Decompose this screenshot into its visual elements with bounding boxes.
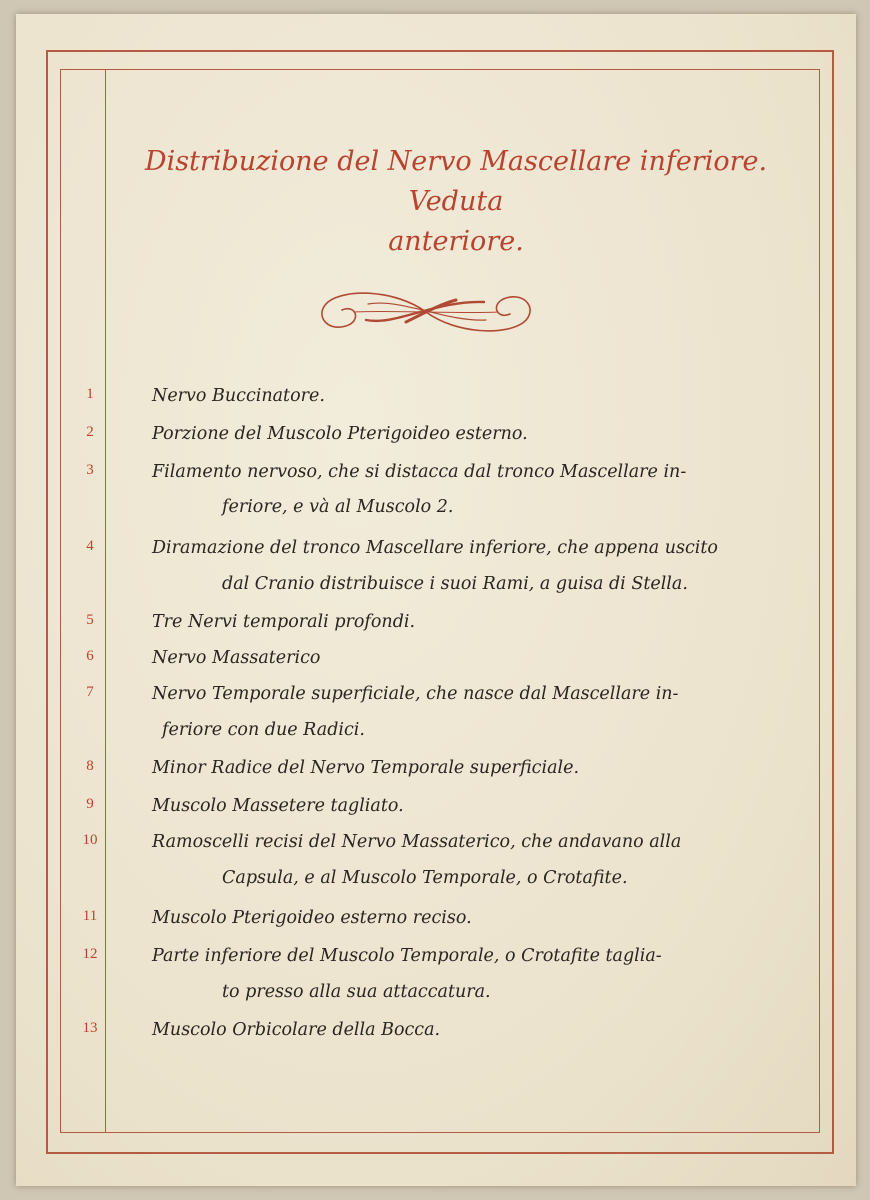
entry-text-continuation: Capsula, e al Muscolo Temporale, o Crotafite. xyxy=(222,868,628,888)
title-line-2: anteriore. xyxy=(388,226,524,257)
entry-number: 13 xyxy=(82,1020,98,1036)
entry-number: 5 xyxy=(86,612,94,628)
entry-number: 8 xyxy=(86,758,94,774)
entry-text: Parte inferiore del Muscolo Temporale, o Crotafite taglia- xyxy=(152,946,662,966)
entry-number: 11 xyxy=(82,908,98,924)
entry-number: 6 xyxy=(86,648,94,664)
entry-text: Minor Radice del Nervo Temporale superficiale. xyxy=(152,758,580,778)
entry-number: 2 xyxy=(86,424,94,440)
entry-text: Nervo Massaterico xyxy=(152,648,321,668)
title-line-1: Distribuzione del Nervo Mascellare inferiore. Veduta xyxy=(144,146,768,217)
entry-text: Muscolo Orbicolare della Bocca. xyxy=(152,1020,441,1040)
entry-number: 12 xyxy=(82,946,98,962)
entry-text-continuation: dal Cranio distribuisce i suoi Rami, a guisa di Stella. xyxy=(222,574,688,594)
entry-text: Ramoscelli recisi del Nervo Massaterico, che andavano alla xyxy=(152,832,682,852)
entry-text: Nervo Temporale superficiale, che nasce dal Mascellare in- xyxy=(152,684,679,704)
calligraphic-flourish-ornament xyxy=(306,282,546,342)
page-title xyxy=(106,142,806,262)
entry-text: Muscolo Massetere tagliato. xyxy=(152,796,404,816)
entry-number: 7 xyxy=(86,684,94,700)
entry-text-continuation: feriore con due Radici. xyxy=(162,720,365,740)
entry-number: 1 xyxy=(86,386,94,402)
entry-text: Muscolo Pterigoideo esterno reciso. xyxy=(152,908,472,928)
entry-text: Porzione del Muscolo Pterigoideo esterno. xyxy=(152,424,528,444)
entry-number: 3 xyxy=(86,462,94,478)
entry-number: 4 xyxy=(86,538,94,554)
entry-text-continuation: to presso alla sua attaccatura. xyxy=(222,982,491,1002)
entry-text: Tre Nervi temporali profondi. xyxy=(152,612,416,632)
entry-number: 9 xyxy=(86,796,94,812)
entry-text: Nervo Buccinatore. xyxy=(152,386,325,406)
entry-text: Diramazione del tronco Mascellare inferiore, che appena uscito xyxy=(152,538,718,558)
entry-number: 10 xyxy=(82,832,98,848)
entry-text-continuation: feriore, e và al Muscolo 2. xyxy=(222,497,454,517)
entry-text: Filamento nervoso, che si distacca dal tronco Mascellare in- xyxy=(152,462,687,482)
manuscript-page xyxy=(16,14,856,1186)
